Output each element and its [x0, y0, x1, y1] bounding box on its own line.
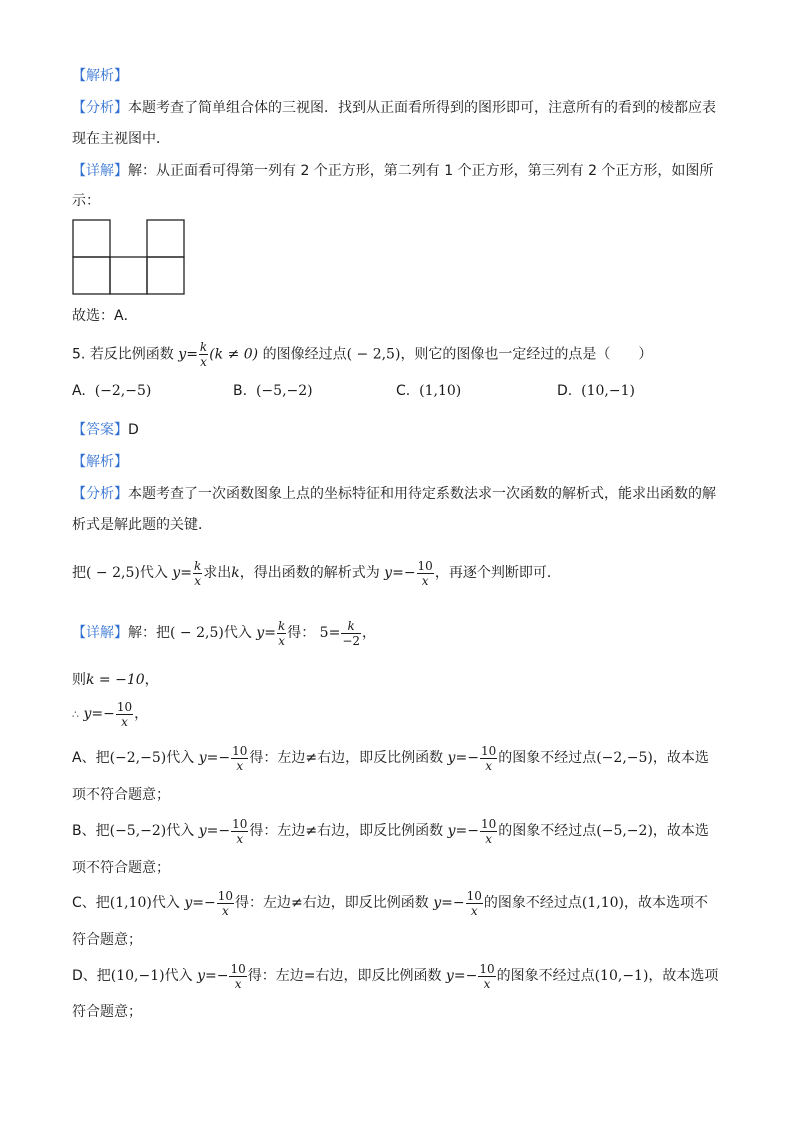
q5-option-b: B. (−5,−2) — [233, 383, 313, 399]
analysis-fenxi-line2: 析式是解此题的关键． — [72, 517, 212, 533]
analysis-fenxi-tag: 【分析】 — [72, 486, 128, 502]
detail-row-d-line2: 符合题意； — [72, 1004, 142, 1020]
q5-option-c: C. (1,10) — [396, 383, 462, 399]
analysis-fraction-10-over-x: $\frac{10}{x}$ — [417, 558, 433, 588]
q5-stem-mid: 的图像经过点 — [262, 346, 347, 363]
square-col1-top — [73, 220, 110, 257]
q4-fenxi-line2: 现在主视图中． — [72, 131, 170, 147]
q4-fenxi-text1: 本题考查了简单组合体的三视图．找到从正面看所得到的图形即可，注意所有的看到的棱都应表 — [128, 100, 716, 116]
q5-fraction-k-over-x: $\frac{k}{x}$ — [199, 340, 208, 369]
answer-line — [72, 420, 139, 440]
q5-stem-after: ，则它的图像也一定经过的点是（ ） — [400, 346, 653, 363]
detail-line1: 【详解】解：把( − 2,5)代入 y= $\frac{k}{x}$ 得： 5= $\frac{k}{-2}$ ， — [72, 618, 377, 648]
q4-xiangjie-line2: 示： — [72, 193, 100, 209]
front-view-diagram — [72, 219, 186, 297]
detail-row-d-line1: D、把(10,−1)代入 y=− $\frac{10}{x}$ 得：左边=右边，即反比例函数 y=− $\frac{10}{x}$ 的图象不经过点(10,−1)，故本选项 — [72, 961, 719, 991]
detail-therefore-line: ∴ y=− $\frac{10}{x}$ ， — [72, 699, 149, 729]
detail-row-b-line2: 项不符合题意； — [72, 860, 170, 876]
answer-value: D — [128, 422, 139, 438]
detail-row-c-line2: 符合题意； — [72, 932, 142, 948]
q4-fenxi-line1 — [72, 98, 716, 118]
q4-xiangjie-text1: 解：从正面看可得第一列有 2 个正方形，第二列有 1 个正方形，第三列有 2 个正方形，如图所 — [128, 163, 714, 179]
answer-tag: 【答案】 — [72, 422, 128, 438]
q4-fenxi-tag: 【分析】 — [72, 100, 128, 116]
analysis-method-line: 把( − 2,5)代入 y= $\frac{k}{x}$ 求出k，得出函数的解析式为 y=− $\frac{10}{x}$ ，再逐个判断即可． — [72, 558, 561, 588]
q4-xiangjie-line1 — [72, 161, 713, 181]
detail-k-line: 则k = −10， — [72, 672, 159, 688]
q5-option-d: D. (10,−1) — [557, 383, 635, 399]
square-col2-bottom — [110, 257, 147, 294]
q4-xiangjie-tag: 【详解】 — [72, 163, 128, 179]
q5-eq: = — [186, 346, 198, 363]
q4-jiexi-tag: 【解析】 — [72, 68, 128, 84]
analysis-fraction-k-over-x: $\frac{k}{x}$ — [193, 558, 202, 588]
detail-fraction-k-over-minus2: $\frac{k}{-2}$ — [342, 618, 361, 648]
q5-point: ( − 2,5) — [346, 346, 401, 363]
q5-option-a: A. (−2,−5) — [72, 383, 152, 399]
detail-row-a-line2: 项不符合题意； — [72, 787, 170, 803]
detail-fraction-k-over-x: $\frac{k}{x}$ — [277, 618, 286, 648]
analysis-jiexi-tag: 【解析】 — [72, 454, 128, 470]
detail-tag: 【详解】 — [72, 625, 128, 641]
q5-stem-before: 若反比例函数 — [89, 346, 174, 363]
detail-fraction-10-over-x: $\frac{10}{x}$ — [116, 699, 133, 729]
q5-stem — [72, 340, 652, 369]
square-col3-top — [147, 220, 184, 257]
q5-fn-y: y — [178, 346, 187, 363]
q4-answer-line: 故选：A． — [72, 308, 138, 324]
detail-row-b-line1: B、把(−5,−2)代入 y=− $\frac{10}{x}$ 得：左边≠右边，即反比例函数 y=− $\frac{10}{x}$ 的图象不经过点(−5,−2)，故本选 — [72, 816, 709, 846]
square-col3-bottom — [147, 257, 184, 294]
detail-row-c-line1: C、把(1,10)代入 y=− $\frac{10}{x}$ 得：左边≠右边，即反比例函数 y=− $\frac{10}{x}$ 的图象不经过点(1,10)，故本选项不 — [72, 888, 708, 918]
q5-condition: (k ≠ 0) — [209, 346, 259, 363]
q5-number: 5. — [72, 346, 86, 363]
detail-row-a-line1: A、把(−2,−5)代入 y=− $\frac{10}{x}$ 得：左边≠右边，即反比例函数 y=− $\frac{10}{x}$ 的图象不经过点(−2,−5)，故本选 — [72, 743, 709, 773]
analysis-fenxi-line1: 【分析】本题考查了一次函数图象上点的坐标特征和用待定系数法求一次函数的解析式，能求出函数的解 — [72, 486, 716, 502]
square-col1-bottom — [73, 257, 110, 294]
